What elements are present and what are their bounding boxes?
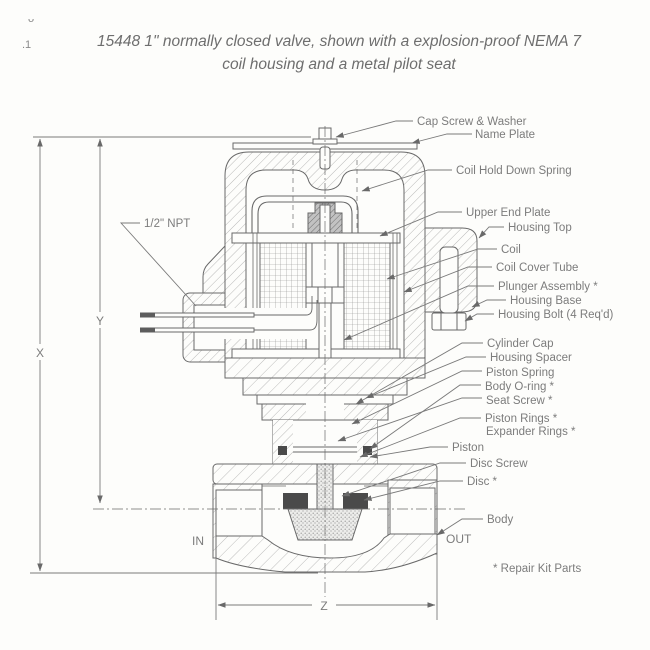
callout-housing-spacer: Housing Spacer <box>490 352 572 364</box>
callout-piston-spring: Piston Spring <box>486 367 555 379</box>
leader-npt <box>121 223 196 306</box>
leader-name-plate <box>412 134 472 143</box>
callout-name-plate: Name Plate <box>475 129 536 141</box>
callout-coil-cover-tube: Coil Cover Tube <box>496 262 579 274</box>
callout-piston-rings: Piston Rings * <box>485 413 558 425</box>
scan-fragment-top: ᴗ <box>28 13 35 25</box>
title-line-1: 15448 1" normally closed valve, shown with a explosion-proof NEMA 7 <box>97 33 581 50</box>
lower-end-plate-part <box>232 349 400 358</box>
callout-seat-screw: Seat Screw * <box>486 395 553 407</box>
dim-y-label: Y <box>95 314 105 328</box>
callout-coil: Coil <box>501 244 521 256</box>
page-title <box>22 13 582 73</box>
callout-upper-end-plate: Upper End Plate <box>466 207 551 219</box>
callout-piston: Piston <box>452 442 484 454</box>
leader-cap-screw <box>336 121 413 137</box>
wire-2 <box>142 328 254 332</box>
housing-bolt-hex-head <box>432 313 466 330</box>
callout-disc: Disc * <box>467 476 498 488</box>
callout-plunger-assembly: Plunger Assembly * <box>498 281 598 293</box>
wire-1 <box>142 313 254 317</box>
leader-housing-top <box>479 227 504 238</box>
outlet-port <box>390 488 435 534</box>
port-out-label: OUT <box>446 532 472 546</box>
scan-fragment-bottom: .1 <box>22 39 32 51</box>
callout-npt: 1/2" NPT <box>144 218 191 230</box>
housing-flange-right <box>425 228 477 330</box>
disc-left <box>283 493 308 509</box>
dim-z-label: Z <box>320 599 328 613</box>
leader-housing-bolt <box>465 314 494 321</box>
callout-cap-screw-washer: Cap Screw & Washer <box>417 116 527 128</box>
coil-right <box>344 243 390 349</box>
callout-cylinder-cap: Cylinder Cap <box>487 338 554 350</box>
valve-drawing <box>93 126 477 597</box>
callout-coil-hold-down-spring: Coil Hold Down Spring <box>456 165 572 177</box>
port-in-label: IN <box>192 534 204 548</box>
callout-housing-bolt: Housing Bolt (4 Req'd) <box>498 309 614 321</box>
callout-body-oring: Body O-ring * <box>485 381 555 393</box>
callout-expander-rings: Expander Rings * <box>486 426 576 438</box>
callout-housing-base: Housing Base <box>510 295 582 307</box>
footnote-repair-kit: * Repair Kit Parts <box>493 563 582 575</box>
callout-housing-top: Housing Top <box>508 222 572 234</box>
title-line-2: coil housing and a metal pilot seat <box>222 56 456 73</box>
body-oring-left <box>278 446 287 455</box>
callout-disc-screw: Disc Screw <box>470 458 528 470</box>
inlet-port <box>216 490 262 537</box>
disc-right <box>343 493 368 509</box>
callout-body: Body <box>487 514 514 526</box>
dim-x-label: X <box>35 346 45 360</box>
